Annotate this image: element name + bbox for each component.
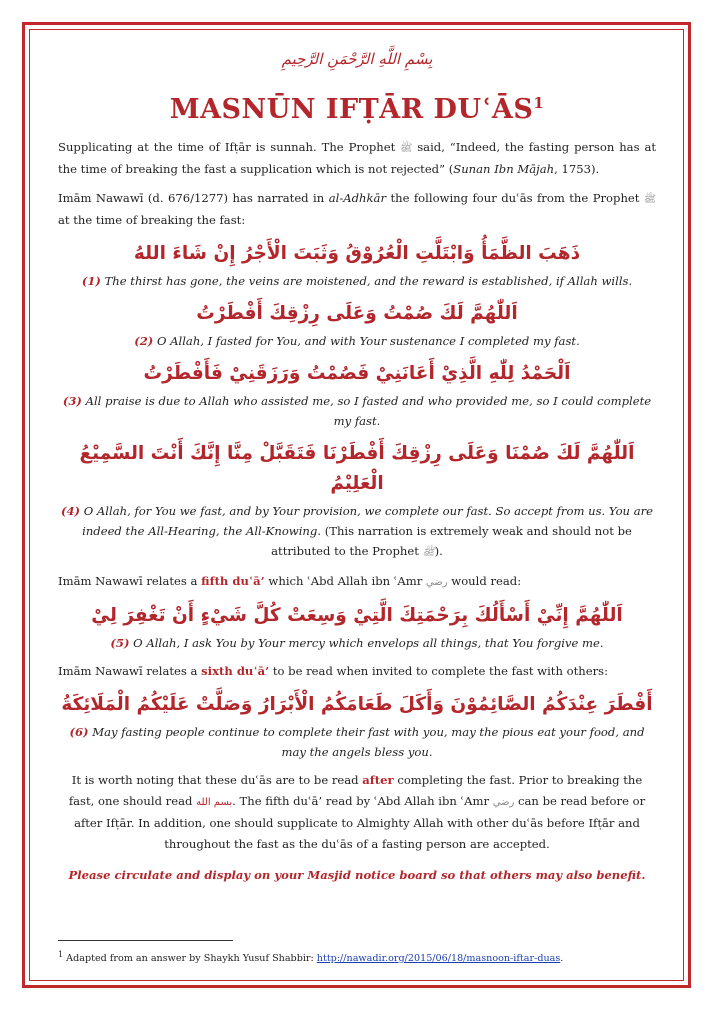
- fifth-dua-intro: [58, 571, 656, 593]
- closing-text-end: can be read before or after Ifṭār. In addition, one should supplicate to Almighty Allah with other duʿās before Ifṭār and throughout the fast as the duʿās of a fasting person are accepted.: [74, 794, 646, 851]
- intro-source: Sunan Ibn Mājah: [453, 162, 555, 176]
- dua-2-number: (2): [134, 334, 154, 348]
- footnote: [58, 948, 658, 966]
- dua-5-translation: [58, 633, 656, 653]
- dua-3-arabic: اَلْحَمْدُ لِلّٰهِ الَّذِيْ أَعَانَنِيْ فَصُمْتُ وَرَزَقَنِيْ فَأَفْطَرْتُ: [143, 363, 571, 384]
- sixth-dua-highlight: sixth duʿā’: [201, 664, 270, 678]
- footnote-end: .: [560, 953, 564, 965]
- dua-1-number: (1): [81, 274, 101, 288]
- dua-6-number: (6): [69, 725, 89, 739]
- salutation-icon: ﷺ: [422, 547, 435, 558]
- intro-text-2: said, “Indeed, the fasting person has at the time of breaking the fast a supplication which is not rejected” (: [58, 140, 657, 176]
- book-title: al-Adhkār: [328, 191, 386, 205]
- closing-paragraph: [58, 770, 656, 855]
- footnote-text: Adapted from an answer by Shaykh Yusuf Shabbir:: [66, 953, 314, 965]
- dua-1-arabic: ذَهَبَ الظَّمَأُ وَابْتَلَّتِ الْعُرُوْقُ وَثَبَتَ الْأَجْرُ إِنْ شَاءَ اللهُ: [133, 243, 581, 264]
- dua-4-text: O Allah, for You we fast, and by Your provision, we complete our fast. So accept from us. You are indeed the All-Hearing, the All-Knowing.: [82, 504, 654, 538]
- nawawi-text-2: the following four duʿās from the Prophet: [390, 191, 640, 205]
- dua-4-translation: [58, 501, 656, 563]
- dua-5-number: (5): [110, 636, 130, 650]
- page-title: [58, 86, 656, 127]
- title-footnote-mark: 1: [533, 94, 545, 112]
- dua-6-text: May fasting people continue to complete their fast with you, may the pious eat your food, and may the angels bless you.: [92, 725, 645, 759]
- closing-text-3: . The fifth duʿā’ read by ʿAbd Allah ibn ʿAmr: [232, 794, 489, 808]
- intro-end: , 1753).: [554, 162, 600, 176]
- radiya-icon: رضي: [492, 797, 515, 808]
- bismillah-inline: بسم الله: [196, 797, 233, 808]
- notice-text: Please circulate and display on your Masjid notice board so that others may also benefit.: [68, 868, 646, 882]
- after-highlight: after: [362, 773, 394, 787]
- radiya-icon: رضي: [425, 577, 448, 588]
- dua-3-number: (3): [62, 394, 82, 408]
- nawawi-end: at the time of breaking the fast:: [58, 213, 246, 227]
- fifth-intro-text: Imām Nawawī relates a: [58, 574, 198, 588]
- sixth-intro-text-2: to be read when invited to complete the fast with others:: [272, 664, 608, 678]
- bismillah-calligraphy: بِسْمِ اللَّهِ الرَّحْمَنِ الرَّحِيمِ: [281, 50, 433, 68]
- dua-3-text: All praise is due to Allah who assisted me, so I fasted and who provided me, so I could complete my fast.: [85, 394, 652, 428]
- dua-2-text: O Allah, I fasted for You, and with Your sustenance I completed my fast.: [156, 334, 580, 348]
- fifth-intro-end: would read:: [451, 574, 522, 588]
- dua-4-number: (4): [60, 504, 81, 518]
- dua-5-arabic: اَللّٰهُمَّ إِنِّيْ أَسْأَلُكَ بِرَحْمَتِكَ الَّتِيْ وَسِعَتْ كُلَّ شَيْءٍ أَنْ تَغْفِرَ لِيْ: [91, 605, 623, 626]
- closing-text-2: completing the fast. Prior to breaking the fast, one should read: [68, 773, 643, 808]
- footnote-link[interactable]: http://nawadir.org/2015/06/18/masnoon-iftar-duas: [316, 953, 561, 965]
- intro-text: Supplicating at the time of Ifṭār is sunnah. The Prophet: [58, 140, 396, 154]
- sixth-dua-intro: [58, 661, 656, 682]
- dua-1-text: The thirst has gone, the veins are moistened, and the reward is established, if Allah wills.: [104, 274, 633, 288]
- dua-3-translation: [58, 391, 656, 431]
- intro-paragraph: [58, 137, 656, 180]
- dua-4-note-end: ).: [434, 544, 443, 558]
- closing-text: It is worth noting that these duʿās are to be read: [71, 773, 359, 787]
- fifth-intro-text-2: which ʿAbd Allah ibn ʿAmr: [268, 574, 423, 588]
- dua-2-arabic: اَللّٰهُمَّ لَكَ صُمْتُ وَعَلَى رِزْقِكَ أَفْطَرْتُ: [196, 303, 518, 324]
- dua-4-arabic: اَللّٰهُمَّ لَكَ صُمْنَا وَعَلَى رِزْقِكَ أَفْطَرْنَا فَتَقَبَّلْ مِنَّا إِنَّكَ أَنْتَ السَّمِيْعُ الْعَلِيْمُ: [79, 443, 635, 494]
- fifth-dua-highlight: fifth duʿā’: [201, 574, 265, 588]
- footnote-divider: [58, 940, 233, 941]
- dua-1-translation: [58, 271, 656, 291]
- salutation-icon: ﷺ: [643, 194, 657, 205]
- dua-4-note: (This narration is extremely weak and should not be attributed to the Prophet: [271, 524, 632, 558]
- nawawi-paragraph: [58, 188, 656, 231]
- footnote-mark: 1: [58, 950, 64, 959]
- salutation-icon: ﷺ: [400, 143, 413, 154]
- sixth-intro-text: Imām Nawawī relates a: [58, 664, 198, 678]
- dua-5-text: O Allah, I ask You by Your mercy which envelops all things, that You forgive me.: [133, 636, 604, 650]
- document-body: [58, 50, 656, 885]
- title-text: MASNŪN IFṬĀR DUʿĀS: [169, 94, 534, 125]
- nawawi-text: Imām Nawawī (d. 676/1277) has narrated in: [58, 191, 325, 205]
- dua-6-translation: [58, 722, 656, 762]
- dua-2-translation: [58, 331, 656, 351]
- dua-6-arabic: أَفْطَرَ عِنْدَكُمُ الصَّائِمُوْنَ وَأَكَلَ طَعَامَكُمُ الْأَبْرَارُ وَصَلَّتْ عَلَيْكُمُ الْمَلَائِكَةُ: [61, 694, 653, 715]
